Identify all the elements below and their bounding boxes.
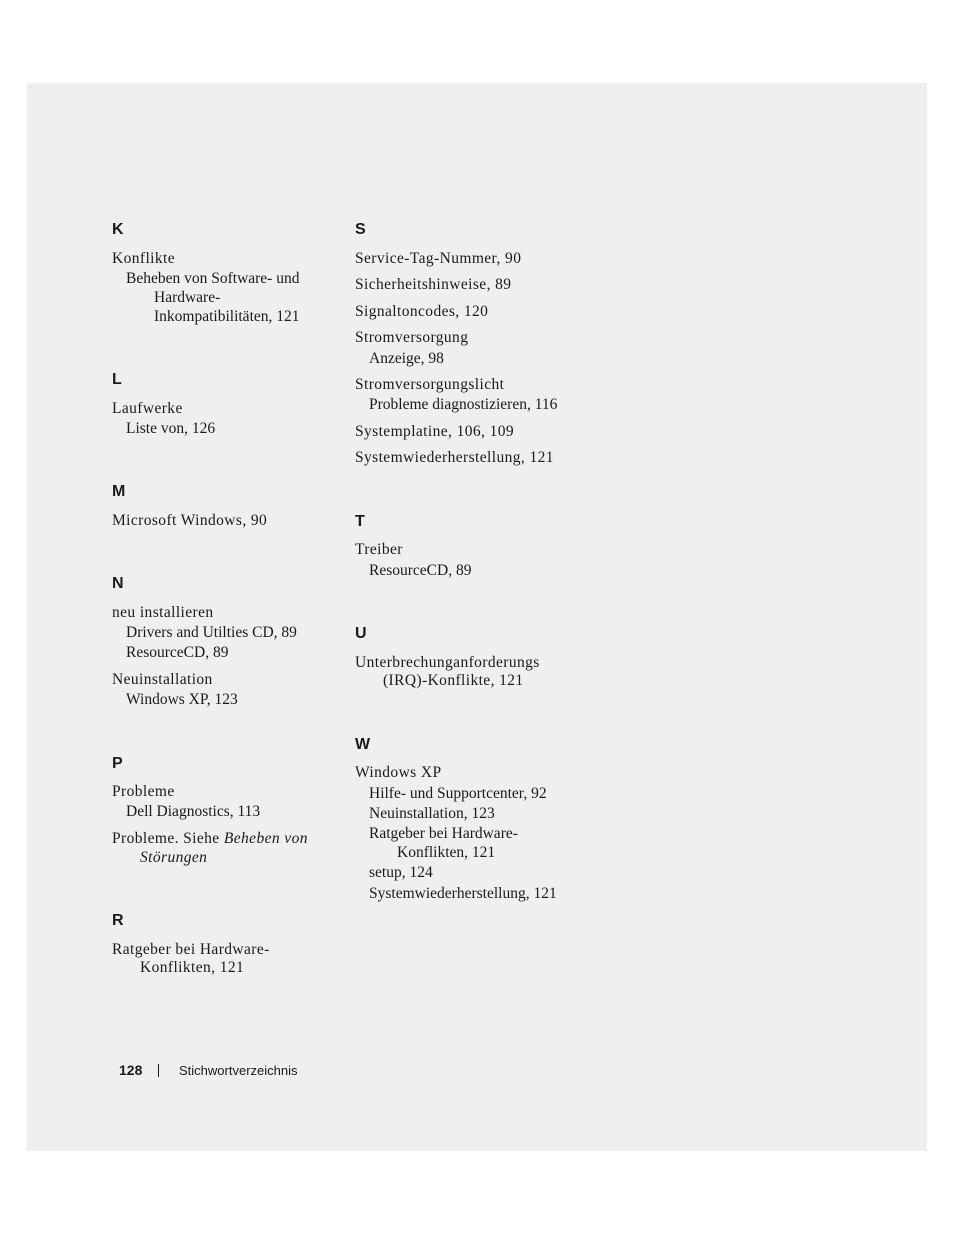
- index-entry-probleme-siehe: [112, 829, 352, 848]
- index-subentry: Probleme diagnostizieren, 116: [369, 396, 558, 413]
- index-entry-ratgeber: Ratgeber bei Hardware-: [112, 941, 270, 958]
- index-entry-continuation: Konflikten, 121: [140, 959, 245, 976]
- index-entry-neuinstallation: Neuinstallation: [112, 671, 213, 688]
- index-subentry: ResourceCD, 89: [369, 562, 472, 579]
- index-subentry: Konflikten, 121: [397, 844, 496, 861]
- footer-separator: [158, 1064, 159, 1077]
- index-letter-l: L: [112, 371, 122, 388]
- index-letter-u: U: [355, 625, 367, 642]
- see-reference: Störungen: [140, 849, 208, 866]
- index-letter-p: P: [112, 755, 123, 772]
- index-entry-konflikte: Konflikte: [112, 250, 176, 267]
- index-entry-stromversorgung: Stromversorgung: [355, 329, 469, 346]
- index-entry-systemplatine: Systemplatine, 106, 109: [355, 423, 515, 440]
- index-subentry: ResourceCD, 89: [126, 644, 229, 661]
- index-entry-service-tag: Service-Tag-Nummer, 90: [355, 250, 522, 267]
- index-letter-w: W: [355, 736, 371, 753]
- index-entry-signaltoncodes: Signaltoncodes, 120: [355, 303, 489, 320]
- index-subentry: Systemwiederherstellung, 121: [369, 885, 557, 902]
- index-subentry: setup, 124: [369, 864, 433, 881]
- index-entry-windows-xp: Windows XP: [355, 764, 442, 781]
- index-entry-unterbrechung: Unterbrechunganforderungs: [355, 654, 540, 671]
- index-entry-laufwerke: Laufwerke: [112, 400, 183, 417]
- index-subentry: Neuinstallation, 123: [369, 805, 495, 822]
- see-reference: Beheben von: [223, 830, 308, 847]
- index-entry-systemwiederherstellung: Systemwiederherstellung, 121: [355, 449, 554, 466]
- index-letter-k: K: [112, 221, 124, 238]
- index-subentry: Dell Diagnostics, 113: [126, 803, 261, 820]
- page-number: 128: [119, 1062, 143, 1078]
- index-letter-s: S: [355, 221, 366, 238]
- index-subentry: Hilfe- und Supportcenter, 92: [369, 785, 547, 802]
- index-entry-probleme: Probleme: [112, 783, 175, 800]
- index-entry-microsoft-windows: Microsoft Windows, 90: [112, 512, 268, 529]
- index-subentry: Ratgeber bei Hardware-: [369, 825, 518, 842]
- index-subentry: Anzeige, 98: [369, 350, 444, 367]
- index-entry-continuation: (IRQ)-Konflikte, 121: [383, 672, 524, 689]
- index-subentry: Drivers and Utilties CD, 89: [126, 624, 297, 641]
- index-entry-treiber: Treiber: [355, 541, 403, 558]
- index-entry-stromversorgungslicht: Stromversorgungslicht: [355, 376, 505, 393]
- section-title: Stichwortverzeichnis: [179, 1063, 298, 1078]
- index-letter-r: R: [112, 912, 124, 929]
- index-entry-text: Probleme. Siehe: [112, 830, 220, 847]
- index-subentry: Windows XP, 123: [126, 691, 238, 708]
- index-subentry: Inkompatibilitäten, 121: [154, 308, 300, 325]
- index-letter-n: N: [112, 575, 124, 592]
- index-subentry: Beheben von Software- und: [126, 270, 300, 287]
- index-subentry: Liste von, 126: [126, 420, 216, 437]
- index-entry-sicherheitshinweise: Sicherheitshinweise, 89: [355, 276, 512, 293]
- index-entry-neu-installieren: neu installieren: [112, 604, 214, 621]
- index-letter-t: T: [355, 513, 365, 530]
- index-letter-m: M: [112, 483, 126, 500]
- index-subentry: Hardware-: [154, 289, 221, 306]
